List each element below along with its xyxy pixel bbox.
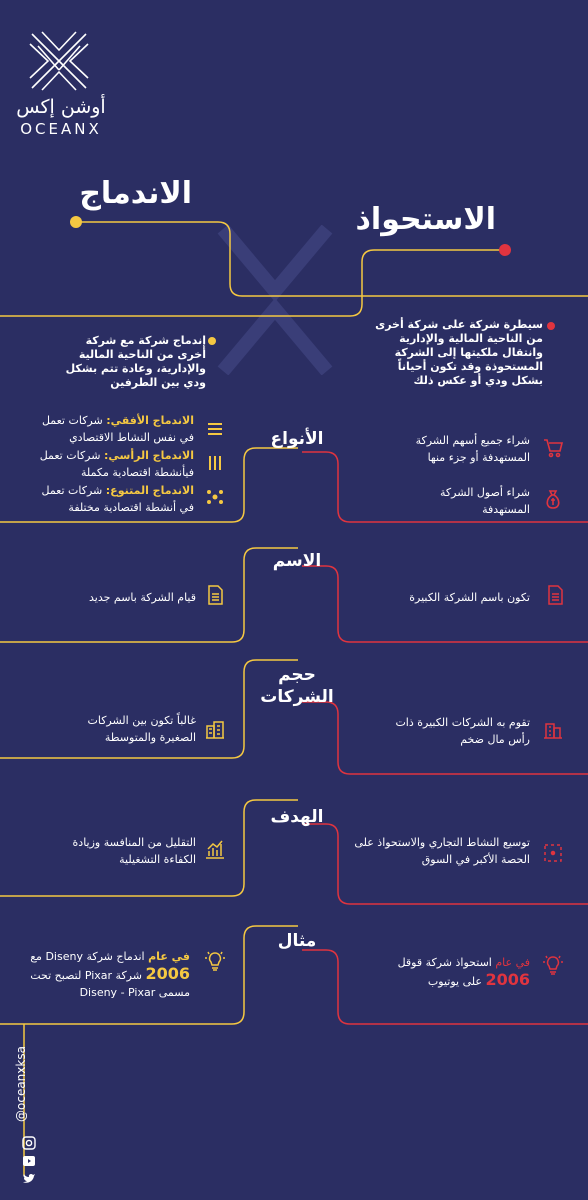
section-types-label: الأنواع [270, 429, 324, 449]
target-frame-icon [542, 842, 564, 864]
acquisition-intro: سيطرة شركة على شركة أخرى من الناحية المالية والإدارية وانتقال ملكيتها إلى الشركة المستحوذة وقد تكون أحياناً بشكل ودي أو عكس ذلك [375, 318, 543, 387]
merger-goal-text: التقليل من المنافسة وزيادة الكفاءة التشغيلية [72, 836, 196, 866]
acquisition-example-year: 2006 [485, 970, 530, 989]
merger-example [20, 948, 190, 1001]
document-icon [204, 584, 226, 606]
acquisition-example-prefix: في عام [495, 956, 530, 969]
merger-type-horizontal-text: شركات تعمل في نفس النشاط الاقتصادي [41, 414, 194, 444]
merger-intro: إندماج شركة مع شركة أخرى من الناحية المالية والإدارية، وعادة تتم بشكل ودي بين الطرفين [65, 334, 206, 389]
acquisition-goal-text: توسيع النشاط التجاري والاستحواذ على الحصة الأكبر في السوق [354, 836, 530, 866]
merger-example-line2: شركة Pixar لتصبح تحت [30, 969, 142, 982]
building-icon [542, 718, 564, 740]
acquisition-title: الاستحواذ [355, 202, 496, 237]
vertical-lines-icon [204, 452, 226, 474]
social-handle[interactable]: @oceanxksa [14, 1046, 28, 1122]
acquisition-size-text: تقوم به الشركات الكبيرة ذات رأس مال ضخم [395, 716, 530, 746]
brand-name-arabic: أوشن إكس [16, 96, 106, 118]
merger-example-year: 2006 [145, 964, 190, 983]
acquisition-example-line1: استحواذ شركة قوقل [397, 956, 492, 969]
merger-name-text: قيام الشركة باسم جديد [88, 591, 196, 604]
acquisition-example [350, 954, 530, 990]
section-example-label: مثال [277, 931, 317, 951]
lightbulb-icon [204, 950, 226, 972]
twitter-icon[interactable] [22, 1172, 36, 1186]
acquisition-type-assets: شراء أصول الشركة المستهدفة [439, 486, 530, 516]
merger-type-horizontal-label: الاندماج الأفقي: [106, 414, 194, 427]
acquisition-name-text: تكون باسم الشركة الكبيرة [409, 591, 530, 604]
merger-title: الاندماج [79, 176, 192, 211]
dots-icon [204, 486, 226, 508]
section-size-label: حجم الشركات [260, 665, 334, 707]
lightbulb-icon [542, 954, 564, 976]
buildings-icon [204, 718, 226, 740]
merger-example-prefix: في عام [148, 950, 190, 963]
merger-type-diversified-label: الاندماج المتنوع: [105, 484, 194, 497]
merger-type-vertical-text: شركات تعمل فيأنشطة اقتصادية مكملة [39, 449, 194, 479]
growth-chart-icon [204, 838, 226, 860]
section-name-label: الاسم [272, 551, 322, 571]
brand-name-english: OCEANX [20, 120, 102, 138]
document-icon [544, 584, 566, 606]
merger-type-horizontal [28, 412, 194, 446]
merger-example-line1: اندماج شركة Diseny مع [30, 950, 145, 963]
merger-type-vertical-label: الاندماج الرأسي: [103, 449, 194, 462]
section-goal-label: الهدف [270, 807, 324, 827]
instagram-icon[interactable] [22, 1136, 36, 1150]
cart-icon [542, 436, 564, 458]
merger-type-diversified-text: شركات تعمل في أنشطة اقتصادية مختلفة [41, 484, 194, 514]
merger-type-diversified [28, 482, 194, 516]
acquisition-example-line2: على يوتيوب [427, 975, 482, 988]
merger-size-text: غالباً تكون بين الشركات الصغيرة والمتوسطة [87, 714, 196, 744]
acquisition-type-shares: شراء جميع أسهم الشركة المستهدفة أو جزء منها [415, 434, 530, 464]
money-bag-icon [542, 488, 564, 510]
youtube-icon[interactable] [22, 1154, 36, 1168]
merger-example-line3: مسمى Diseny - Pixar [79, 986, 190, 999]
oceanx-logo-icon [28, 30, 90, 92]
merger-type-vertical [28, 447, 194, 481]
horizontal-lines-icon [204, 418, 226, 440]
